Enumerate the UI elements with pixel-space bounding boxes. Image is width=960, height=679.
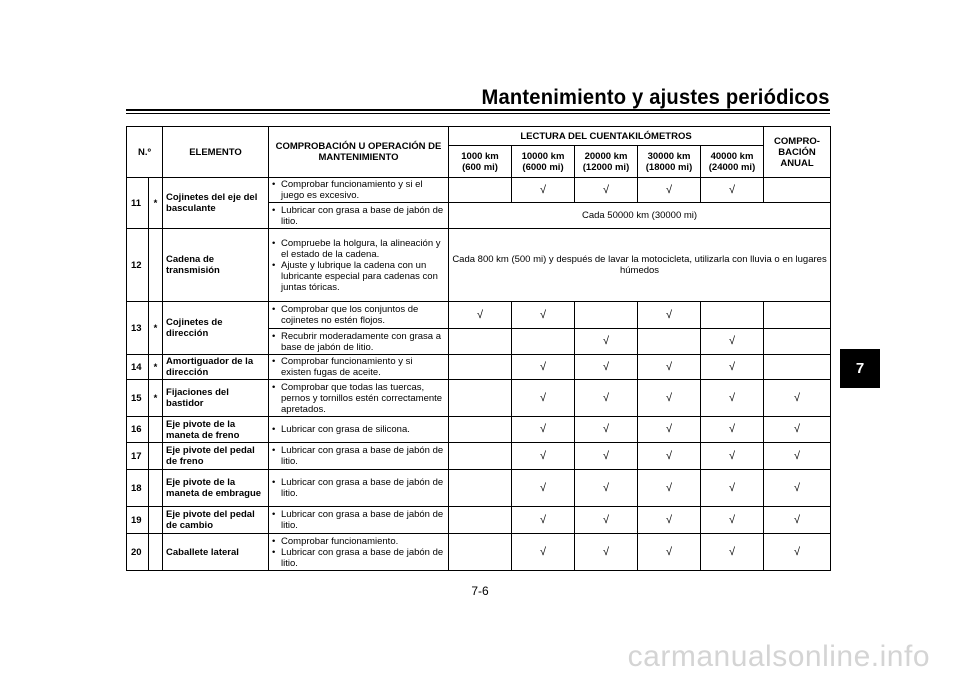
- row-element: Eje pivote de la maneta de freno: [163, 417, 269, 443]
- operation-item: • Lubricar con grasa a base de jabón de litio.: [271, 547, 445, 569]
- row-star: [149, 417, 163, 443]
- check-mark-icon: √: [512, 534, 575, 571]
- row-star: *: [149, 355, 163, 380]
- operation-list: [271, 536, 445, 569]
- header-km-bottom: (600 mi): [462, 161, 498, 173]
- empty-cell: [638, 329, 701, 355]
- row-star: [149, 507, 163, 534]
- operation-item: • Ajuste y lubrique la cadena con un lubricante especial para cadenas con juntas tóricas.: [271, 260, 445, 293]
- operation-list: [271, 205, 445, 227]
- row-element: Cojinetes del eje del basculante: [163, 178, 269, 229]
- row-element: Caballete lateral: [163, 534, 269, 571]
- header-km-bottom: (6000 mi): [522, 161, 564, 173]
- header-km-top: 20000 km: [584, 150, 628, 162]
- operation-list: [271, 304, 445, 326]
- check-mark-icon: √: [575, 329, 638, 355]
- check-mark-icon: √: [512, 302, 575, 329]
- row-operation: [269, 380, 449, 417]
- operation-list: [271, 331, 445, 353]
- check-mark-icon: √: [512, 507, 575, 534]
- check-mark-icon: √: [638, 380, 701, 417]
- check-mark-icon: √: [575, 470, 638, 507]
- empty-cell: [764, 329, 831, 355]
- operation-list: [271, 356, 445, 378]
- check-mark-icon: √: [512, 443, 575, 470]
- row-star: [149, 229, 163, 302]
- row-number: 13: [127, 302, 149, 355]
- row-operation: [269, 470, 449, 507]
- check-mark-icon: √: [575, 355, 638, 380]
- empty-cell: [449, 470, 512, 507]
- operation-item: • Lubricar con grasa de silicona.: [271, 424, 445, 435]
- row-operation: [269, 507, 449, 534]
- interval-text: Cada 800 km (500 mi) y después de lavar la motocicleta, utilizarla con lluvia o en lugares húmedos: [449, 229, 831, 302]
- check-mark-icon: √: [638, 302, 701, 329]
- header-km-bottom: (18000 mi): [645, 161, 693, 173]
- row-element: Cadena de transmisión: [163, 229, 269, 302]
- empty-cell: [449, 380, 512, 417]
- row-star: [149, 534, 163, 571]
- empty-cell: [701, 302, 764, 329]
- check-mark-icon: √: [575, 380, 638, 417]
- row-number: 19: [127, 507, 149, 534]
- check-mark-icon: √: [701, 507, 764, 534]
- header-km-top: 10000 km: [521, 150, 565, 162]
- interval-text: Cada 50000 km (30000 mi): [449, 203, 831, 229]
- check-mark-icon: √: [764, 443, 831, 470]
- title-rule: [126, 109, 830, 111]
- row-element: Eje pivote de la maneta de embrague: [163, 470, 269, 507]
- row-operation: [269, 329, 449, 355]
- operation-item: • Comprobar funcionamiento y si existen fugas de aceite.: [271, 356, 445, 378]
- check-mark-icon: √: [575, 178, 638, 203]
- header-odometer: LECTURA DEL CUENTAKILÓMETROS: [449, 127, 764, 146]
- row-element: Fijaciones del bastidor: [163, 380, 269, 417]
- check-mark-icon: √: [701, 417, 764, 443]
- empty-cell: [512, 329, 575, 355]
- header-km-bottom: (24000 mi): [708, 161, 756, 173]
- row-number: 20: [127, 534, 149, 571]
- check-mark-icon: √: [701, 380, 764, 417]
- header-annual: COMPRO-BACIÓN ANUAL: [764, 127, 831, 178]
- check-mark-icon: √: [638, 443, 701, 470]
- operation-item: • Comprobar que los conjuntos de cojinetes no estén flojos.: [271, 304, 445, 326]
- row-element: Eje pivote del pedal de freno: [163, 443, 269, 470]
- operation-list: [271, 179, 445, 201]
- header-km-2: [575, 146, 638, 178]
- maintenance-table: [126, 126, 831, 571]
- header-km-3: [638, 146, 701, 178]
- operation-list: [271, 477, 445, 499]
- chapter-tab[interactable]: 7: [840, 349, 880, 388]
- table-row: [127, 355, 831, 380]
- operation-list: [271, 509, 445, 531]
- page-title: Mantenimiento y ajustes periódicos: [481, 86, 830, 109]
- page-number: 7-6: [471, 584, 489, 598]
- empty-cell: [449, 178, 512, 203]
- operation-list: [271, 445, 445, 467]
- table-row: [127, 229, 831, 302]
- row-operation: [269, 229, 449, 302]
- row-operation: [269, 534, 449, 571]
- table-row: [127, 534, 831, 571]
- header-km-0: [449, 146, 512, 178]
- check-mark-icon: √: [512, 178, 575, 203]
- header-no: N.º: [127, 127, 163, 178]
- check-mark-icon: √: [575, 417, 638, 443]
- row-operation: [269, 178, 449, 203]
- header-km-top: 40000 km: [710, 150, 754, 162]
- header-operation: COMPROBACIÓN U OPERACIÓN DE MANTENIMIENTO: [269, 127, 449, 178]
- operation-list: [271, 424, 445, 435]
- header-km-top: 1000 km: [461, 150, 499, 162]
- check-mark-icon: √: [764, 417, 831, 443]
- check-mark-icon: √: [638, 178, 701, 203]
- check-mark-icon: √: [638, 417, 701, 443]
- header-km-1: [512, 146, 575, 178]
- row-star: *: [149, 302, 163, 355]
- operation-item: • Comprobar que todas las tuercas, pernos y tornillos estén correctamente apretados.: [271, 382, 445, 415]
- row-star: [149, 470, 163, 507]
- check-mark-icon: √: [512, 380, 575, 417]
- check-mark-icon: √: [701, 534, 764, 571]
- check-mark-icon: √: [575, 507, 638, 534]
- header-km-top: 30000 km: [647, 150, 691, 162]
- check-mark-icon: √: [638, 507, 701, 534]
- check-mark-icon: √: [701, 470, 764, 507]
- row-operation: [269, 203, 449, 229]
- check-mark-icon: √: [764, 380, 831, 417]
- row-operation: [269, 302, 449, 329]
- header-element: ELEMENTO: [163, 127, 269, 178]
- empty-cell: [449, 417, 512, 443]
- empty-cell: [764, 178, 831, 203]
- watermark: carmanualsonline.info: [627, 640, 930, 673]
- operation-item: • Comprobar funcionamiento y si el juego es excesivo.: [271, 179, 445, 201]
- operation-item: • Compruebe la holgura, la alineación y el estado de la cadena.: [271, 238, 445, 260]
- table-row: [127, 507, 831, 534]
- check-mark-icon: √: [512, 470, 575, 507]
- check-mark-icon: √: [575, 443, 638, 470]
- operation-item: • Lubricar con grasa a base de jabón de litio.: [271, 205, 445, 227]
- row-element: Amortiguador de la dirección: [163, 355, 269, 380]
- row-number: 18: [127, 470, 149, 507]
- check-mark-icon: √: [764, 507, 831, 534]
- check-mark-icon: √: [701, 329, 764, 355]
- empty-cell: [449, 443, 512, 470]
- check-mark-icon: √: [701, 355, 764, 380]
- row-number: 17: [127, 443, 149, 470]
- operation-item: • Comprobar funcionamiento.: [271, 536, 445, 547]
- table-row: [127, 302, 831, 329]
- row-star: [149, 443, 163, 470]
- empty-cell: [449, 329, 512, 355]
- table-row: [127, 380, 831, 417]
- empty-cell: [449, 534, 512, 571]
- table-row: [127, 417, 831, 443]
- row-star: *: [149, 380, 163, 417]
- table-row: [127, 443, 831, 470]
- operation-item: • Lubricar con grasa a base de jabón de litio.: [271, 477, 445, 499]
- header-km-4: [701, 146, 764, 178]
- check-mark-icon: √: [701, 443, 764, 470]
- operation-item: • Recubrir moderadamente con grasa a base de jabón de litio.: [271, 331, 445, 353]
- table-row: [127, 178, 831, 203]
- row-number: 15: [127, 380, 149, 417]
- row-number: 16: [127, 417, 149, 443]
- empty-cell: [764, 302, 831, 329]
- check-mark-icon: √: [764, 470, 831, 507]
- row-number: 14: [127, 355, 149, 380]
- table-row: [127, 470, 831, 507]
- row-operation: [269, 355, 449, 380]
- check-mark-icon: √: [638, 470, 701, 507]
- check-mark-icon: √: [764, 534, 831, 571]
- check-mark-icon: √: [512, 355, 575, 380]
- title-rule-thin: [126, 113, 830, 114]
- check-mark-icon: √: [449, 302, 512, 329]
- operation-item: • Lubricar con grasa a base de jabón de litio.: [271, 445, 445, 467]
- row-number: 12: [127, 229, 149, 302]
- check-mark-icon: √: [512, 417, 575, 443]
- row-element: Eje pivote del pedal de cambio: [163, 507, 269, 534]
- check-mark-icon: √: [638, 534, 701, 571]
- operation-list: [271, 238, 445, 293]
- empty-cell: [764, 355, 831, 380]
- row-operation: [269, 417, 449, 443]
- row-number: 11: [127, 178, 149, 229]
- row-star: *: [149, 178, 163, 229]
- check-mark-icon: √: [701, 178, 764, 203]
- check-mark-icon: √: [575, 534, 638, 571]
- operation-list: [271, 382, 445, 415]
- row-element: Cojinetes de dirección: [163, 302, 269, 355]
- row-operation: [269, 443, 449, 470]
- empty-cell: [449, 507, 512, 534]
- header-km-bottom: (12000 mi): [582, 161, 630, 173]
- check-mark-icon: √: [638, 355, 701, 380]
- empty-cell: [449, 355, 512, 380]
- empty-cell: [575, 302, 638, 329]
- operation-item: • Lubricar con grasa a base de jabón de litio.: [271, 509, 445, 531]
